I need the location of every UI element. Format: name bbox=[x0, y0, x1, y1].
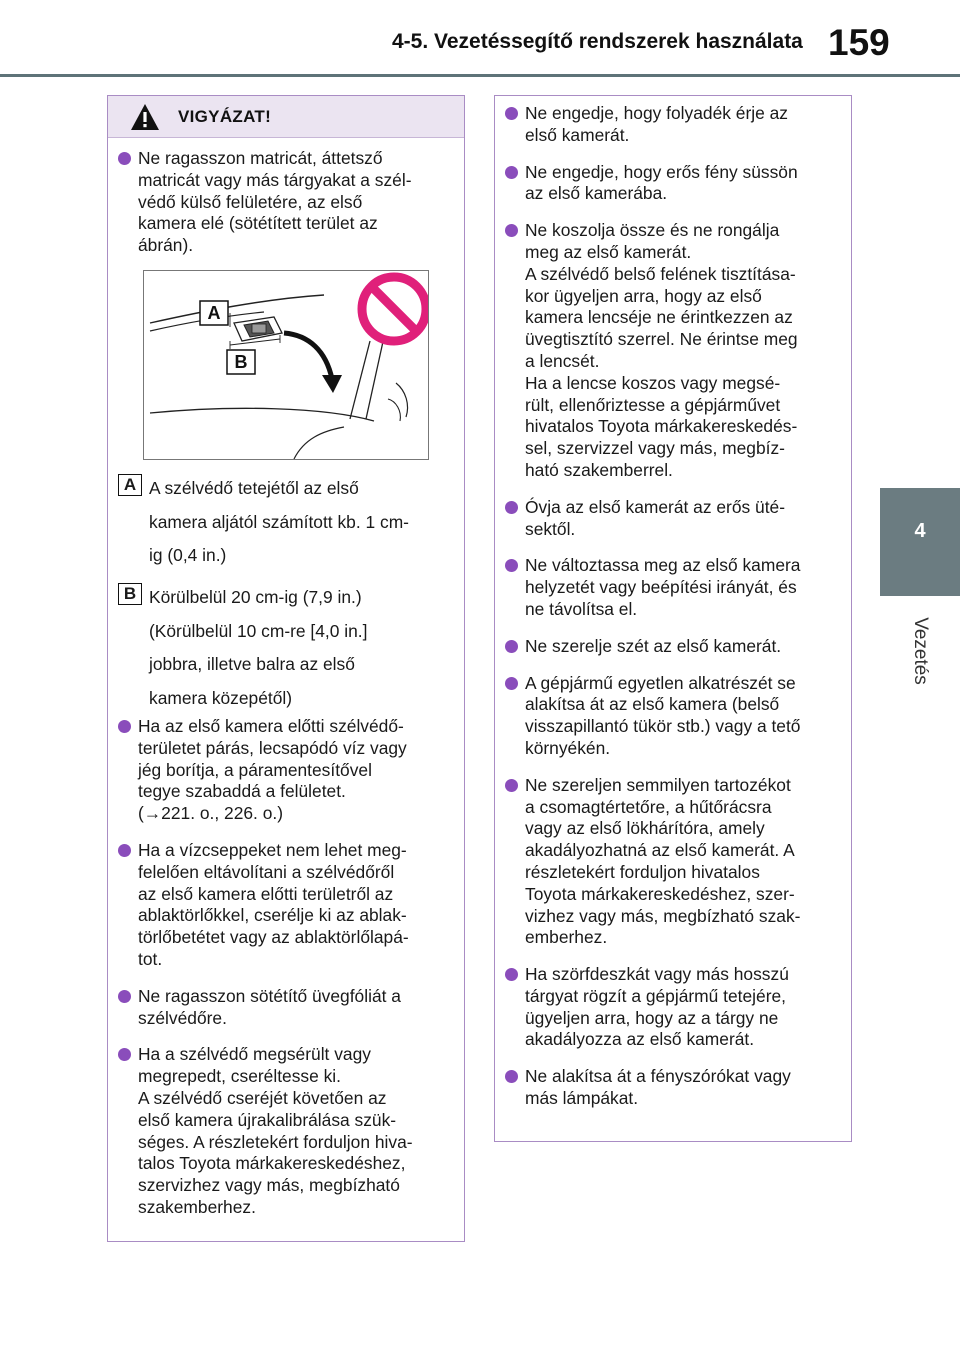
bullet-icon bbox=[118, 152, 131, 165]
bullet-icon bbox=[118, 1048, 131, 1061]
bullet-icon bbox=[118, 844, 131, 857]
list-item bbox=[108, 840, 464, 971]
list-item bbox=[108, 1044, 464, 1218]
list-item bbox=[495, 497, 851, 541]
list-item-text: Ne ragasszon matricát, áttetsző matricát vagy más tárgyakat a szél- védő külső felületére, az első kamera elé (sötétített terület az ábrán). bbox=[138, 148, 412, 256]
list-item bbox=[495, 775, 851, 949]
bullet-icon bbox=[118, 990, 131, 1003]
bullet-icon bbox=[118, 720, 131, 733]
legend-key-a: A bbox=[118, 474, 142, 496]
caution-list-top bbox=[108, 148, 464, 272]
list-item-text: Ne alakítsa át a fényszórókat vagy más lámpákat. bbox=[525, 1066, 791, 1109]
list-item-text: Ne engedje, hogy erős fény süssön az első kamerába. bbox=[525, 161, 798, 204]
bullet-icon bbox=[505, 1070, 518, 1083]
bullet-icon bbox=[505, 501, 518, 514]
figure-label-a: A bbox=[207, 303, 221, 323]
list-item-text: Ha az első kamera előtti szélvédő- területet párás, lecsapódó víz vagy jég borítja, a páramentesítővel tegye szabaddá a felületet. (→221. o., 226. o.) bbox=[138, 716, 407, 824]
list-item-text: Ha a szélvédő megsérült vagy megrepedt, cseréltesse ki. A szélvédő cseréjét követően az első kamera újrakalibrálása szük- séges. A részletekért forduljon hiva- talos Toyota márkakereskedéshez, szervizhez vagy más, megbízható szakemberhez. bbox=[138, 1044, 413, 1217]
list-item-text: Ha a vízcseppeket nem lehet meg- felelően eltávolítani a szélvédőről az első kamera előtti területről az ablaktörlőkkel, cserélje ki az ablak- törlőbetétet vagy az ablaktörlőlapá- tot. bbox=[138, 839, 409, 969]
caution-panel-right bbox=[494, 95, 852, 1142]
page-number: 159 bbox=[828, 22, 890, 63]
list-item bbox=[495, 103, 851, 147]
list-item-text: Ha szörfdeszkát vagy más hosszú tárgyat rögzít a gépjármű tetejére, ügyeljen arra, hogy az a tárgy ne akadályozza az első kamerát. bbox=[525, 964, 789, 1050]
legend-text-b: Körülbelül 20 cm-ig (7,9 in.) (Körülbelül 10 cm-re [4,0 in.] jobbra, illetve balra az első kamera közepétől) bbox=[149, 587, 368, 708]
windshield-camera-illustration bbox=[143, 270, 429, 460]
caution-list-right bbox=[495, 103, 851, 1125]
chapter-number: 4 bbox=[914, 520, 926, 542]
list-item-text: Óvja az első kamerát az erős üté- sektől. bbox=[525, 496, 786, 539]
bullet-icon bbox=[505, 640, 518, 653]
list-item bbox=[495, 555, 851, 620]
list-item bbox=[495, 964, 851, 1051]
figure-label-b: B bbox=[234, 352, 248, 372]
list-item-text: Ne koszolja össze és ne rongálja meg az első kamerát. A szélvédő belső felének tisztítása- kor ügyeljen arra, hogy az első kamera lencséje ne érintkezzen az üvegtisztító szerrel. Ne érintse meg a lencsét. Ha a lencse koszos vagy megsé- rült, ellenőriztesse a gépjárművet hivatalos Toyota márkakereskedés- sel, szervizzel vagy más, megbíz- ható szakemberrel. bbox=[525, 220, 798, 480]
chapter-label-text: Vezetés bbox=[910, 617, 931, 685]
warning-header bbox=[108, 96, 464, 138]
list-item-text: Ne ragasszon sötétítő üvegfóliát a szélvédőre. bbox=[138, 985, 401, 1028]
bullet-icon bbox=[505, 166, 518, 179]
list-item bbox=[108, 986, 464, 1030]
list-item bbox=[495, 162, 851, 206]
bullet-icon bbox=[505, 968, 518, 981]
list-item bbox=[108, 148, 464, 257]
list-item-text: Ne szerelje szét az első kamerát. bbox=[525, 635, 782, 656]
list-item bbox=[495, 220, 851, 482]
list-item bbox=[495, 1066, 851, 1110]
caution-panel-left bbox=[107, 95, 465, 1242]
list-item-text: Ne változtassa meg az első kamera helyzetét vagy beépítési irányát, és ne távolítsa el. bbox=[525, 555, 801, 619]
list-item bbox=[108, 716, 464, 825]
list-item-text: Ne engedje, hogy folyadék érje az első kamerát. bbox=[525, 103, 788, 145]
no-entry-icon bbox=[362, 277, 426, 341]
section-title: 4-5. Vezetéssegítő rendszerek használata bbox=[392, 30, 803, 53]
page-header bbox=[0, 0, 960, 78]
bullet-icon bbox=[505, 559, 518, 572]
bullet-icon bbox=[505, 107, 518, 120]
bullet-icon bbox=[505, 779, 518, 792]
bullet-icon bbox=[505, 677, 518, 690]
illustration-drawing bbox=[144, 271, 429, 460]
bullet-icon bbox=[505, 224, 518, 237]
list-item-text: Ne szereljen semmilyen tartozékot a csomagtértetőre, a hűtőrácsra vagy az első lökhárítóra, amely akadályozhatná az első kamerát. A részletekért forduljon hivatalos Toyota márkakereskedéshez, szer- vizhez vagy más, megbízható szak- emberhez. bbox=[525, 774, 801, 948]
list-item bbox=[495, 673, 851, 760]
warning-triangle-icon bbox=[130, 103, 160, 131]
legend-text-a: A szélvédő tetejétől az első kamera aljától számított kb. 1 cm- ig (0,4 in.) bbox=[149, 478, 409, 565]
caution-list-bottom bbox=[108, 716, 464, 1234]
list-item-text: A gépjármű egyetlen alkatrészét se alakítsa át az első kamera (belső visszapillantó tükör stb.) vagy a tető környékén. bbox=[525, 672, 801, 758]
legend-key-b: B bbox=[118, 583, 142, 605]
list-item bbox=[495, 636, 851, 658]
header-divider bbox=[0, 74, 960, 77]
warning-title: VIGYÁZAT! bbox=[178, 107, 272, 126]
chapter-label bbox=[900, 606, 940, 696]
